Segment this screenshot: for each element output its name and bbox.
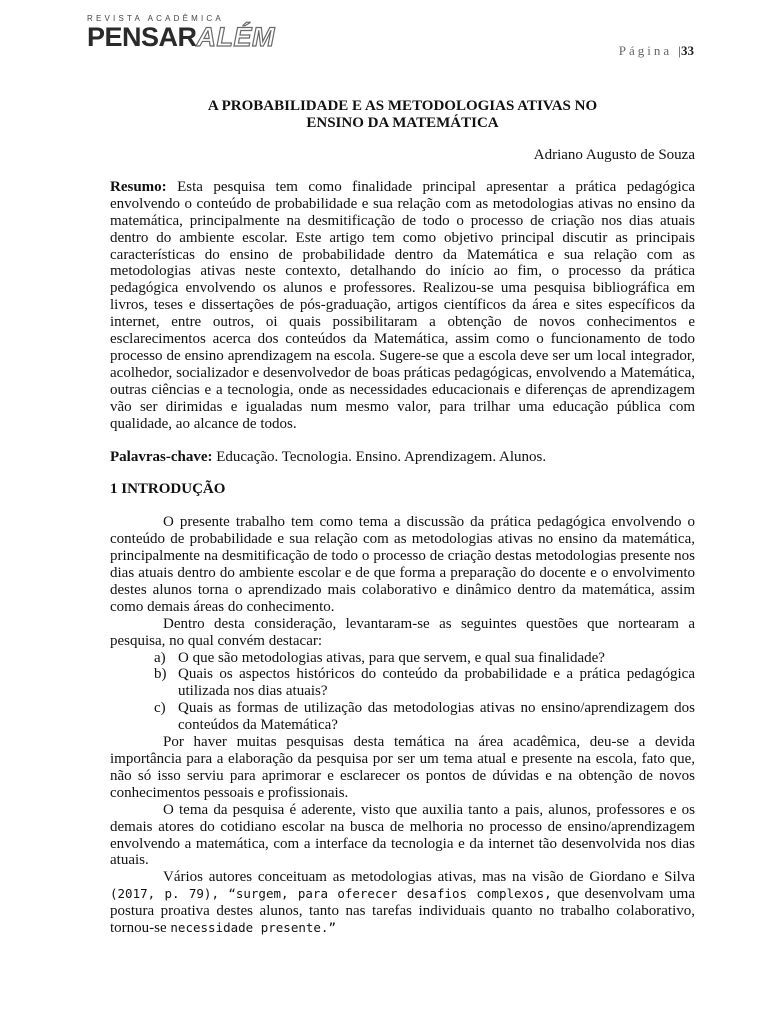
list-marker: a)	[154, 649, 166, 666]
article-title	[110, 98, 695, 132]
keywords-label: Palavras-chave:	[110, 448, 213, 465]
journal-logo	[87, 14, 275, 51]
article-title-line-2: ENSINO DA MATEMÁTICA	[306, 115, 499, 131]
journal-logo-word-1: PENSAR	[87, 22, 197, 52]
list-item	[110, 666, 695, 700]
research-questions	[110, 650, 695, 735]
list-marker: b)	[154, 666, 167, 683]
intro-paragraph-1: O presente trabalho tem como tema a discussão da prática pedagógica envolvendo o conteúdo de probabilidade e sua relação com as metodologias ativas no ensino da matemática, principalmente na desmitificação de todo o processo de criação destas metodologias presente nos dias atuais dentro do ambiente escolar e de que forma a preparação do docente e o envolvimento destes alunos torna o aprendizado mais colaborativo e dinâmico dentro da matemática, assim como demais áreas do conhecimento.	[110, 514, 695, 615]
list-item	[110, 650, 695, 667]
keywords-text: Educação. Tecnologia. Ensino. Aprendizagem. Alunos.	[216, 448, 547, 465]
citation-quote-start: (2017, p. 79), “surgem, para oferecer desafios complexos,	[110, 886, 552, 902]
list-item-text: Quais os aspectos históricos do conteúdo da probabilidade e a prática pedagógica utilizada nos dias atuais?	[178, 666, 695, 700]
page-separator: |	[678, 43, 681, 58]
intro-paragraph-3: Por haver muitas pesquisas desta temática na área acadêmica, deu-se a devida importância para a elaboração da pesquisa por ser um tema atual e presente na escola, fato que, não só isso serviu para aprimorar e esclarecer os pontos de dúvidas e na obtenção de novos conhecimentos pessoais e profissionais.	[110, 734, 695, 801]
section-heading: 1 INTRODUÇÃO	[110, 481, 226, 498]
list-marker: c)	[154, 700, 166, 717]
intro-paragraph-4: O tema da pesquisa é aderente, visto que auxilia tanto a pais, alunos, professores e os demais atores do cotidiano escolar na busca de melhoria no processo de ensino/aprendizagem envolvendo a matemática, com a interface da tecnologia e da internet tão desenvolvida nos dias atuais.	[110, 801, 695, 869]
list-item-text: O que são metodologias ativas, para que servem, e qual sua finalidade?	[178, 649, 605, 666]
page-label: Página	[618, 43, 673, 58]
journal-logo-word-2: ALÉM	[196, 22, 276, 52]
article-body	[110, 98, 695, 937]
citation-quote-end: necessidade presente.”	[170, 920, 336, 936]
intro-paragraph-5	[110, 869, 695, 937]
article-author: Adriano Augusto de Souza	[533, 147, 695, 163]
citation-quote-middle: que desenvolvam uma postura proativa destes alunos, tanto nas tarefas individuais quanto no trabalho colaborativo, tornou-se	[110, 886, 695, 937]
keywords	[110, 449, 695, 466]
article-title-line-1: A PROBABILIDADE E AS METODOLOGIAS ATIVAS NO	[207, 98, 598, 114]
journal-logo-wordmark	[87, 24, 275, 51]
page-header	[0, 0, 768, 70]
list-item-text: Quais as formas de utilização das metodologias ativas no ensino/aprendizagem dos conteúdos da Matemática?	[178, 700, 695, 734]
abstract	[110, 179, 695, 433]
journal-logo-subtitle: REVISTA ACADÊMICA	[87, 14, 224, 23]
page-number	[619, 43, 694, 59]
intro-paragraph-5-start: Vários autores conceituam as metodologias ativas, mas na visão de Giordano e Silva	[163, 869, 695, 886]
page-number-value: 33	[681, 43, 694, 58]
abstract-label: Resumo:	[110, 178, 167, 195]
abstract-text: Esta pesquisa tem como finalidade principal apresentar a prática pedagógica envolvendo o conteúdo de probabilidade e sua relação com as metodologias ativas no ensino da matemática, principalmente na desmitificação de todo o processo de criação nos dias atuais dentro do ambiente escolar. Este artigo tem como objetivo principal discutir as principais características do ensino de probabilidade dentro da Matemática e sua relação com as metodologias ativas neste contexto, detalhando do início ao fim, o processo da prática pedagógica envolvendo os alunos e professores. Realizou-se uma pesquisa bibliográfica em livros, teses e dissertações de pós-graduação, artigos científicos da área e sites específicos da internet, entre outros, oi quais possibilitaram a obtenção de novos conhecimentos e esclarecimentos acerca dos conteúdos da Matemática, assim como o funcionamento de todo processo de ensino aprendizagem na escola. Sugere-se que a escola deve ser um local integrador, acolhedor, socializador e desenvolvedor de boas práticas pedagógicas, envolvendo a Matemática, outras ciências e a tecnologia, onde as necessidades educacionais e diferenças de aprendizagem vão ser dirimidas e igualadas num mesmo valor, para trilhar uma educação pública com qualidade, ao alcance de todos.	[110, 178, 695, 432]
intro-paragraph-2: Dentro desta consideração, levantaram-se as seguintes questões que nortearam a pesquisa, no qual convém destacar:	[110, 615, 695, 649]
list-item	[110, 700, 695, 734]
